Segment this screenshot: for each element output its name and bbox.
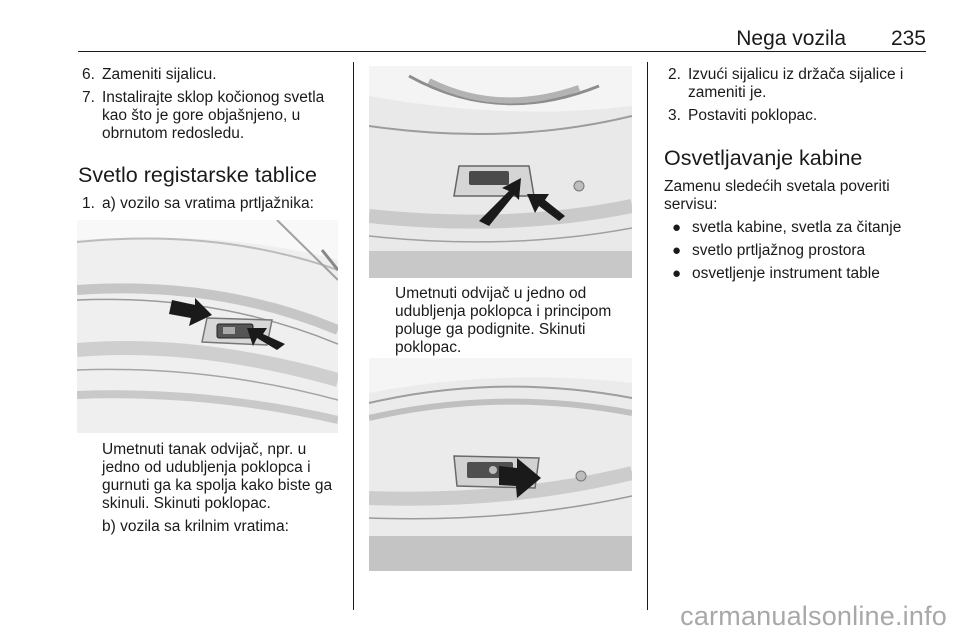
step-1b-text: b) vozila sa krilnim vratima:	[102, 518, 289, 535]
figure-2-caption-line-2: udubljenja poklopca i principom	[395, 303, 612, 320]
watermark-text: carmanualsonline.info	[680, 601, 947, 631]
step-2-line-2: zameniti je.	[688, 84, 767, 101]
tailgate-illustration	[77, 220, 338, 433]
figure-1-caption-line-2: jedno od udubljenja poklopca i	[102, 459, 311, 476]
heading-license-plate-light: Svetlo registarske tablice	[78, 163, 317, 187]
step-7-number: 7.	[82, 89, 95, 106]
step-7-line-1: Instalirajte sklop kočionog svetla	[102, 89, 325, 106]
step-2-line-1: Izvući sijalicu iz držača sijalice i	[688, 66, 904, 83]
step-6-number: 6.	[82, 66, 95, 83]
step-2-number: 2.	[668, 66, 681, 83]
intro-line-2: servisu:	[664, 196, 718, 213]
figure-1-caption-line-1: Umetnuti tanak odvijač, npr. u	[102, 441, 307, 458]
bullet-icon: ●	[672, 242, 682, 259]
section-title: Nega vozila	[736, 27, 846, 50]
bullet-item-3: osvetljenje instrument table	[692, 265, 880, 282]
figure-lever-cover	[369, 66, 632, 278]
lever-cover-illustration	[369, 66, 632, 278]
bullet-icon: ●	[672, 219, 682, 236]
step-7-line-3: obrnutom redosledu.	[102, 125, 245, 142]
figure-1-caption-line-3: gurnuti ga ka spolja kako biste ga	[102, 477, 333, 494]
intro-line-1: Zamenu sledećih svetala poveriti	[664, 178, 890, 195]
step-1a-text: a) vozilo sa vratima prtljažnika:	[102, 195, 314, 212]
page-header	[78, 27, 926, 52]
figure-tailgate-plate-light	[77, 220, 338, 433]
bullet-item-2: svetlo prtljažnog prostora	[692, 242, 866, 259]
figure-2-caption-line-4: poklopac.	[395, 339, 462, 356]
step-3-text: Postaviti poklopac.	[688, 107, 818, 124]
step-6-text: Zameniti sijalicu.	[102, 66, 217, 83]
barn-door-illustration	[369, 358, 632, 571]
figure-barn-door-plate-light	[369, 358, 632, 571]
heading-interior-lighting: Osvetljavanje kabine	[664, 146, 863, 170]
step-3-number: 3.	[668, 107, 681, 124]
step-1-number: 1.	[82, 195, 95, 212]
figure-1-caption-line-4: skinuli. Skinuti poklopac.	[102, 495, 271, 512]
column-divider-right	[647, 62, 648, 610]
figure-2-caption-line-1: Umetnuti odvijač u jedno od	[395, 285, 587, 302]
column-divider-left	[353, 62, 354, 610]
bullet-item-1: svetla kabine, svetla za čitanje	[692, 219, 902, 236]
page-number: 235	[890, 27, 926, 50]
step-7-line-2: kao što je gore objašnjeno, u	[102, 107, 301, 124]
figure-2-caption-line-3: poluge ga podignite. Skinuti	[395, 321, 586, 338]
bullet-icon: ●	[672, 265, 682, 282]
